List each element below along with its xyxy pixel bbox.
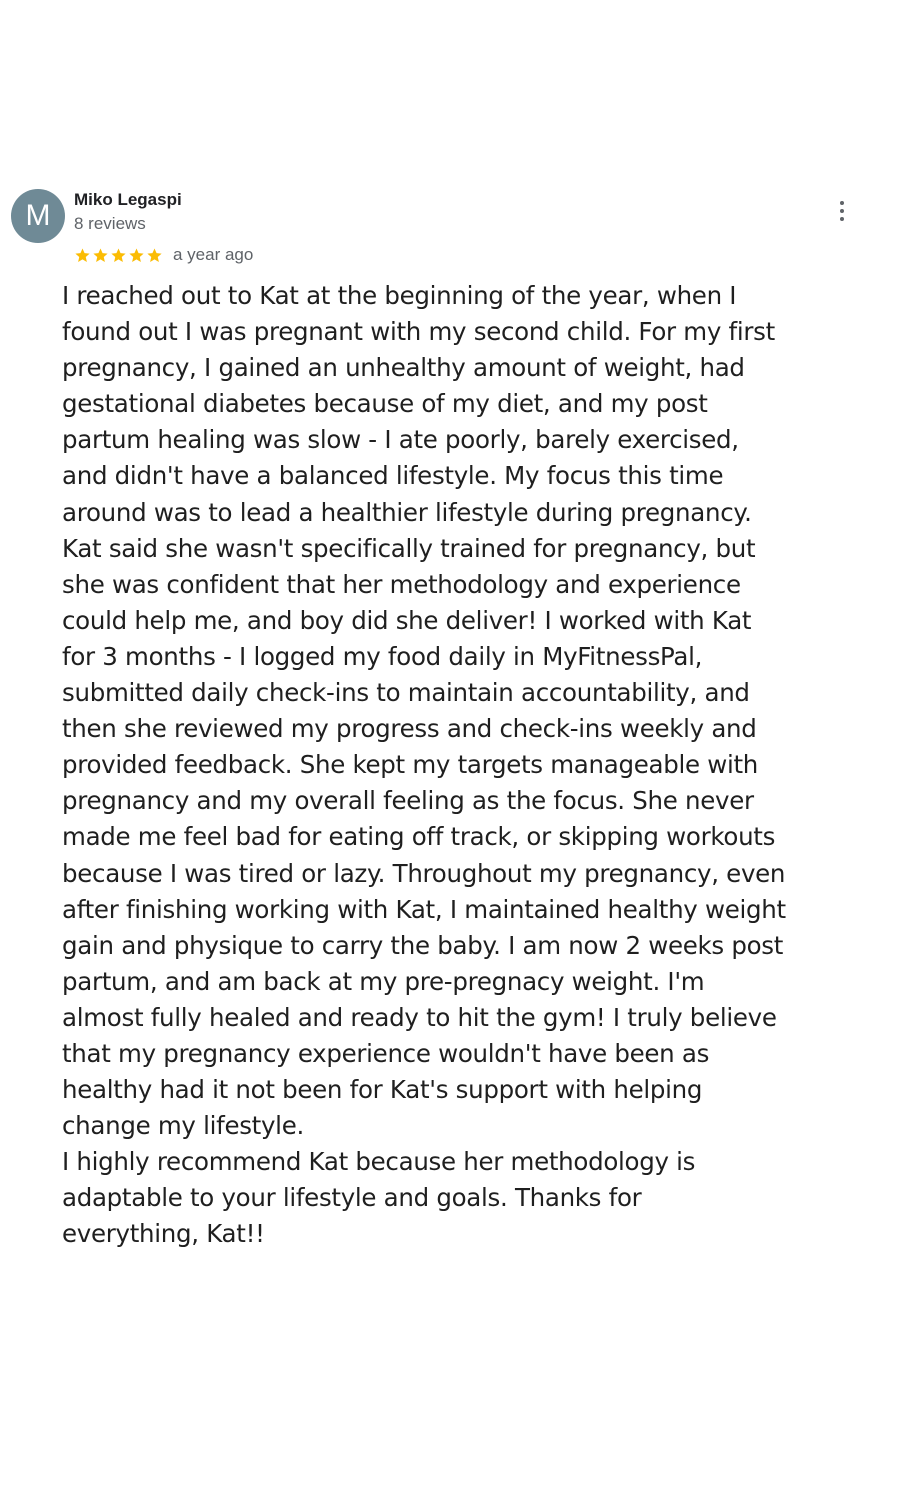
review-paragraph [62,278,852,1144]
review-text-line: healthy had it not been for Kat's support with helping [62,1075,703,1105]
review-text-line: submitted daily check-ins to maintain accountability, and [62,678,750,708]
review-text-line: then she reviewed my progress and check-ins weekly and [62,714,757,744]
review-text-line: for 3 months - I logged my food daily in MyFitnessPal, [62,641,703,671]
review-text-line: gestational diabetes because of my diet, and my post [62,389,708,419]
review-text-line: everything, Kat!! [62,1219,265,1249]
review-text-line: adaptable to your lifestyle and goals. Thanks for [62,1183,642,1213]
rating-row [74,243,253,267]
review-text-line: I reached out to Kat at the beginning of the year, when I [62,281,737,310]
review-date: a year ago [173,245,254,264]
star-rating [74,247,163,264]
avatar[interactable]: M [11,189,65,243]
review-text-line: partum healing was slow - I ate poorly, barely exercised, [62,425,739,455]
star-icon [92,247,109,264]
more-vertical-icon [840,201,844,205]
review-text-line: gain and physique to carry the baby. I am now 2 weeks post [62,930,784,960]
star-icon [146,247,163,264]
review-text-line: almost fully healed and ready to hit the gym! I truly believe [62,1002,777,1032]
review-text-line: pregnancy, I gained an unhealthy amount of weight, had [62,353,745,383]
star-icon [74,247,91,264]
review-text-line: made me feel bad for eating off track, or skipping workouts [62,822,776,852]
review-text-line: after finishing working with Kat, I maintained healthy weight [62,894,786,924]
review-text-line: I highly recommend Kat because her methodology is [62,1147,696,1177]
review-text-line: Kat said she wasn't specifically trained for pregnancy, but [62,533,756,563]
review-text-line: pregnancy and my overall feeling as the focus. She never [62,786,754,816]
review-text-line: could help me, and boy did she deliver! I worked with Kat [62,605,752,635]
review-text-line: partum, and am back at my pre-pregnacy weight. I'm [62,966,705,996]
more-options-button[interactable] [830,196,854,226]
more-vertical-icon [840,209,844,213]
review-text-line: provided feedback. She kept my targets manageable with [62,750,758,780]
review-text-line: she was confident that her methodology and experience [62,569,741,599]
review-text [62,278,852,1253]
review-count: 8 reviews [74,214,146,233]
reviewer-name[interactable]: Miko Legaspi [74,190,182,209]
review-text-line: around was to lead a healthier lifestyle during pregnancy. [62,497,752,527]
review-paragraph [62,1144,852,1252]
star-icon [128,247,145,264]
review-text-line: because I was tired or lazy. Throughout my pregnancy, even [62,858,786,888]
review-text-line: that my pregnancy experience wouldn't have been as [62,1038,710,1068]
more-vertical-icon [840,217,844,221]
review-text-line: change my lifestyle. [62,1111,304,1141]
star-icon [110,247,127,264]
review-text-line: and didn't have a balanced lifestyle. My focus this time [62,461,724,491]
review-text-line: found out I was pregnant with my second child. For my first [62,317,775,347]
